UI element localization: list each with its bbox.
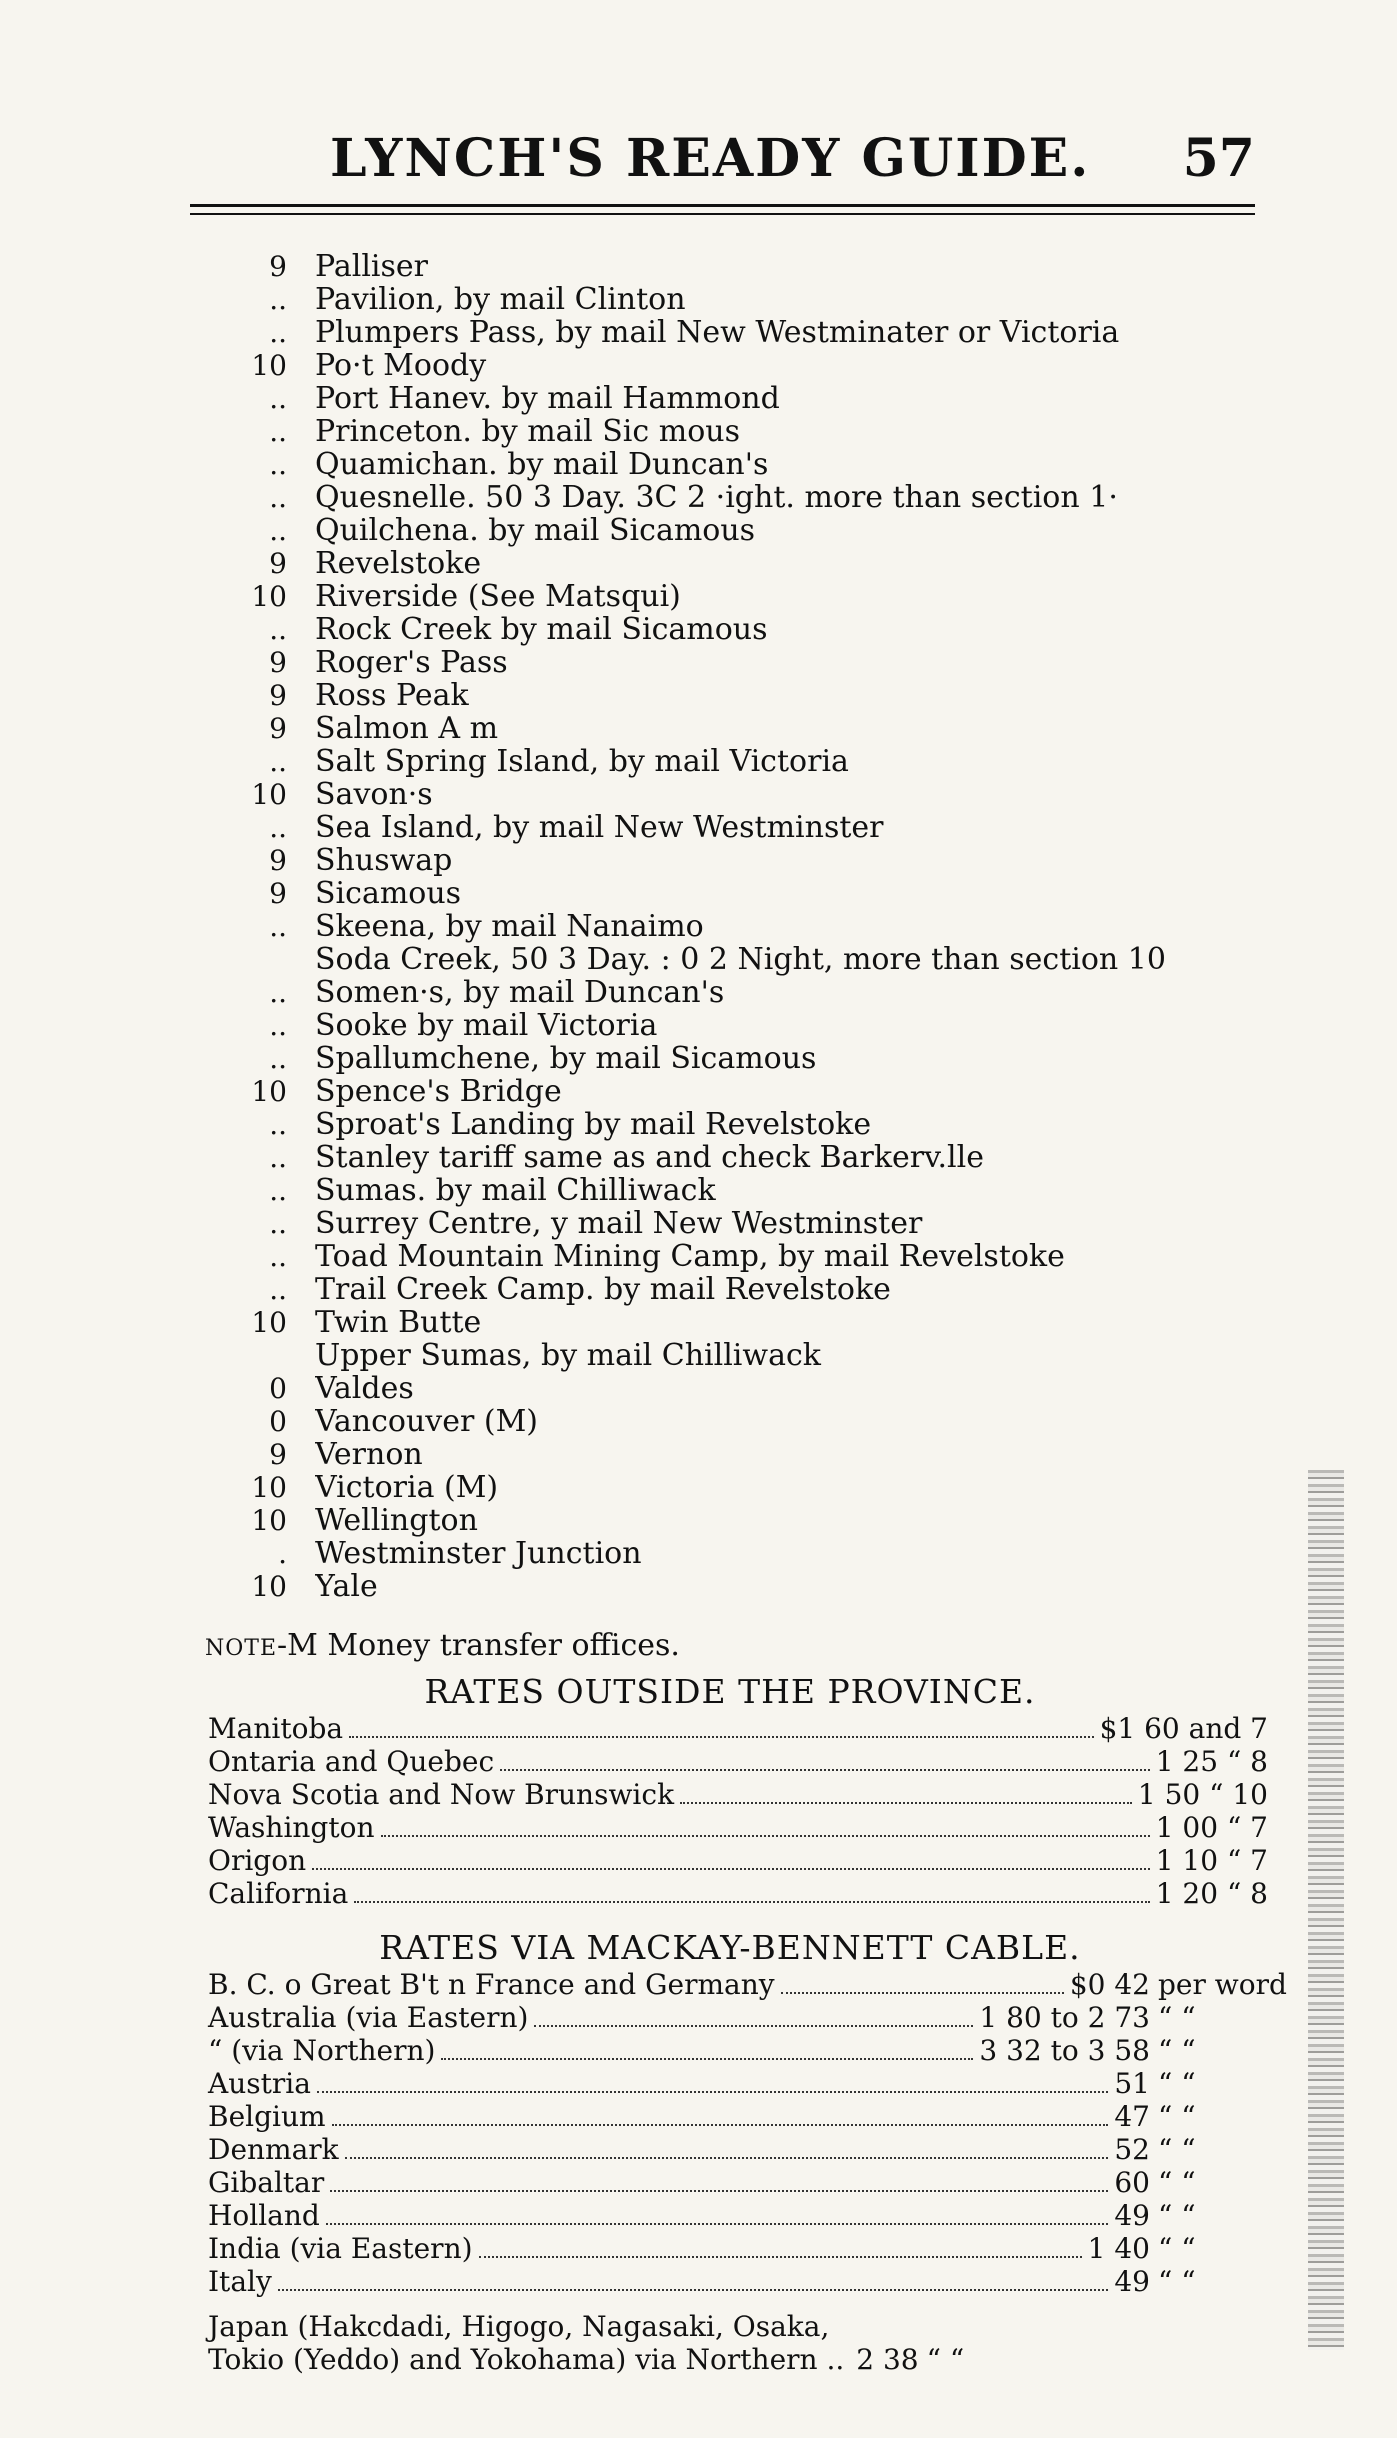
note-text: -M Money transfer offices. [277, 1628, 680, 1663]
cable-row [208, 2310, 1268, 2343]
office-row [200, 943, 1260, 976]
office-row [200, 1438, 1260, 1471]
office-row [200, 778, 1260, 811]
leader-dots [479, 2234, 1082, 2258]
rate-region: Manitoba [208, 1712, 344, 1745]
office-row [200, 1504, 1260, 1537]
cable-value: 49 [1114, 2199, 1150, 2232]
rate-row [208, 1778, 1268, 1811]
office-name: Twin Butte [315, 1306, 482, 1339]
office-rate: .. [269, 1207, 287, 1240]
office-row [200, 1141, 1260, 1174]
office-row [200, 1075, 1260, 1108]
office-rate: 9 [269, 547, 287, 580]
office-name: Sproat's Landing by mail Revelstoke [315, 1108, 872, 1141]
leader-dots [278, 2267, 1109, 2291]
cable-destination: Belgium [208, 2100, 326, 2133]
office-name: Vancouver (M) [315, 1405, 539, 1438]
rate-value: 1 10 “ 7 [1155, 1844, 1268, 1877]
office-name: Sumas. by mail Chilliwack [315, 1174, 716, 1207]
office-rate: .. [269, 613, 287, 646]
cable-value: 49 [1114, 2265, 1150, 2298]
office-rate: .. [269, 745, 287, 778]
office-rate: .. [269, 1108, 287, 1141]
cable-destination: Holland [208, 2199, 320, 2232]
office-rate: . [278, 1537, 287, 1570]
office-name: Pavilion, by mail Clinton [315, 283, 686, 316]
cable-row [208, 2034, 1268, 2067]
rate-region: Origon [208, 1844, 307, 1877]
office-rate: 9 [269, 844, 287, 877]
office-rate: 0 [269, 1372, 287, 1405]
office-list [200, 250, 1260, 1603]
cable-value: 52 [1114, 2133, 1150, 2166]
cable-value: 1 40 [1087, 2232, 1150, 2265]
office-name: Valdes [315, 1372, 414, 1405]
office-row [200, 349, 1260, 382]
office-name: Quilchena. by mail Sicamous [315, 514, 756, 547]
office-row [200, 448, 1260, 481]
office-row [200, 1306, 1260, 1339]
page-number: 57 [1182, 128, 1255, 189]
leader-dots [781, 1970, 1064, 1994]
office-row [200, 580, 1260, 613]
leader-dots [317, 2069, 1108, 2093]
cable-value: $0 42 [1069, 1968, 1150, 2001]
office-row [200, 250, 1260, 283]
rate-region: Ontaria and Quebec [208, 1745, 495, 1778]
office-row [200, 1042, 1260, 1075]
cable-japan-value: 2 38 [856, 2343, 919, 2376]
office-row [200, 976, 1260, 1009]
rate-region: Nova Scotia and Now Brunswick [208, 1778, 675, 1811]
cable-unit: per word [1158, 1968, 1287, 2001]
cable-row [208, 2166, 1268, 2199]
note-label: NOTE [205, 1636, 278, 1661]
header-rule-thin [190, 213, 1255, 215]
leader-dots [330, 2168, 1108, 2192]
office-row [200, 712, 1260, 745]
office-name: Palliser [315, 250, 428, 283]
rate-row [208, 1877, 1268, 1910]
office-rate: 9 [269, 250, 287, 283]
office-row [200, 1339, 1260, 1372]
office-rate: 9 [269, 877, 287, 910]
office-rate: 10 [251, 1075, 287, 1108]
office-name: Revelstoke [315, 547, 482, 580]
office-name: Quamichan. by mail Duncan's [315, 448, 769, 481]
office-rate: .. [269, 811, 287, 844]
office-rate: 9 [269, 712, 287, 745]
leader-dots [534, 2003, 973, 2027]
leader-dots [326, 2201, 1109, 2225]
office-name: Plumpers Pass, by mail New Westminater or Victoria [315, 316, 1120, 349]
cable-unit: “ “ [1158, 2067, 1196, 2100]
office-rate: 10 [251, 778, 287, 811]
cable-destination: B. C. o Great B't n France and Germany [208, 1968, 775, 2001]
office-name: Skeena, by mail Nanaimo [315, 910, 704, 943]
office-row [200, 877, 1260, 910]
cable-value: 3 32 to 3 58 [979, 2034, 1150, 2067]
office-name: Salmon A m [315, 712, 499, 745]
leader-dots [349, 1714, 1093, 1738]
leader-dots [312, 1846, 1150, 1870]
cable-destination: Italy [208, 2265, 272, 2298]
office-row [200, 1240, 1260, 1273]
cable-unit: “ “ [1158, 2034, 1196, 2067]
office-rate: 9 [269, 646, 287, 679]
office-name: Spence's Bridge [315, 1075, 562, 1108]
office-name: Princeton. by mail Sic mous [315, 415, 740, 448]
office-row [200, 1273, 1260, 1306]
office-name: Westminster Junction [315, 1537, 642, 1570]
office-row [200, 1372, 1260, 1405]
cable-rates-heading: RATES VIA MACKAY-BENNETT CABLE. [379, 1928, 1081, 1967]
office-rate: .. [269, 448, 287, 481]
rate-row [208, 1844, 1268, 1877]
office-rate: 10 [251, 580, 287, 613]
office-row [200, 316, 1260, 349]
rate-region: California [208, 1877, 349, 1910]
cable-japan-entry [208, 2310, 1268, 2376]
office-name: Salt Spring Island, by mail Victoria [315, 745, 849, 778]
office-row [200, 811, 1260, 844]
office-rate: .. [269, 1174, 287, 1207]
cable-rates-list [208, 1968, 1287, 2298]
office-name: Stanley tariff same as and check Barkerv.lle [315, 1141, 984, 1174]
office-row [200, 283, 1260, 316]
cable-japan-line1: Japan (Hakcdadi, Higogo, Nagasaki, Osaka, [208, 2310, 830, 2343]
rates-outside-heading: RATES OUTSIDE THE PROVINCE. [424, 1672, 1036, 1711]
cable-row [208, 2067, 1268, 2100]
page-header [190, 128, 1255, 198]
office-row [200, 613, 1260, 646]
cable-value: 47 [1114, 2100, 1150, 2133]
office-name: Trail Creek Camp. by mail Revelstoke [315, 1273, 891, 1306]
office-name: Toad Mountain Mining Camp, by mail Revelstoke [315, 1240, 1065, 1273]
leader-dots [345, 2135, 1109, 2159]
office-rate: .. [269, 283, 287, 316]
office-name: Vernon [315, 1438, 423, 1471]
office-row [200, 646, 1260, 679]
office-name: Somen·s, by mail Duncan's [315, 976, 725, 1009]
cable-unit: “ “ [1158, 2100, 1196, 2133]
page-title: LYNCH'S READY GUIDE. [330, 128, 1091, 189]
office-row [200, 1405, 1260, 1438]
office-rate: .. [269, 1141, 287, 1174]
cable-destination: Gibaltar [208, 2166, 325, 2199]
office-rate: 9 [269, 1438, 287, 1471]
office-rate: 10 [251, 1471, 287, 1504]
office-name: Riverside (See Matsqui) [315, 580, 681, 613]
office-rate: 10 [251, 1504, 287, 1537]
office-name: Surrey Centre, y mail New Westminster [315, 1207, 923, 1240]
office-row [200, 481, 1260, 514]
cable-value: 60 [1114, 2166, 1150, 2199]
office-rate: .. [269, 1273, 287, 1306]
cable-row [208, 2343, 1268, 2376]
leader-dots [332, 2102, 1109, 2126]
office-name: Sooke by mail Victoria [315, 1009, 658, 1042]
office-row [200, 1537, 1260, 1570]
office-rate: .. [269, 382, 287, 415]
rate-row [208, 1745, 1268, 1778]
office-name: Po·t Moody [315, 349, 487, 382]
cable-unit: “ “ [1158, 2001, 1196, 2034]
cable-destination: Australia (via Eastern) [208, 2001, 529, 2034]
office-name: Roger's Pass [315, 646, 508, 679]
office-row [200, 910, 1260, 943]
header-rule-thick [190, 204, 1255, 207]
office-name: Ross Peak [315, 679, 469, 712]
cable-row [208, 2232, 1268, 2265]
office-row [200, 1108, 1260, 1141]
cable-destination: “ (via Northern) [208, 2034, 436, 2067]
office-rate: .. [269, 976, 287, 1009]
office-name: Yale [315, 1570, 378, 1603]
cable-row [208, 2199, 1268, 2232]
office-rate: .. [269, 1042, 287, 1075]
office-row [200, 547, 1260, 580]
note [205, 1628, 680, 1663]
office-name: Wellington [315, 1504, 478, 1537]
cable-unit: “ “ [1158, 2199, 1196, 2232]
office-row [200, 382, 1260, 415]
page-edge-shadow [1308, 1470, 1344, 2350]
office-rate: 0 [269, 1405, 287, 1438]
office-row [200, 844, 1260, 877]
office-name: Sea Island, by mail New Westminster [315, 811, 884, 844]
office-name: Victoria (M) [315, 1471, 499, 1504]
office-name: Shuswap [315, 844, 453, 877]
office-row [200, 415, 1260, 448]
office-name: Savon·s [315, 778, 433, 811]
leader-dots [354, 1879, 1149, 1903]
cable-unit: “ “ [1158, 2133, 1196, 2166]
office-rate: .. [269, 1240, 287, 1273]
rate-value: 1 00 “ 7 [1155, 1811, 1268, 1844]
cable-row [208, 2001, 1268, 2034]
office-name: Spallumchene, by mail Sicamous [315, 1042, 817, 1075]
cable-destination: India (via Eastern) [208, 2232, 473, 2265]
office-rate: .. [269, 514, 287, 547]
office-name: Rock Creek by mail Sicamous [315, 613, 768, 646]
cable-value: 1 80 to 2 73 [979, 2001, 1150, 2034]
rate-value: 1 25 “ 8 [1155, 1745, 1268, 1778]
office-rate: .. [269, 910, 287, 943]
cable-japan-line2: Tokio (Yeddo) and Yokohama) via Northern .. [208, 2343, 845, 2376]
cable-row [208, 2100, 1268, 2133]
cable-row [208, 2133, 1268, 2166]
office-row [200, 1570, 1260, 1603]
office-row [200, 679, 1260, 712]
office-rate: .. [269, 316, 287, 349]
office-name: Quesnelle. 50 3 Day. 3C 2 ·ight. more than section 1· [315, 481, 1118, 514]
office-row [200, 514, 1260, 547]
cable-japan-unit: “ “ [926, 2343, 965, 2376]
office-name: Port Hanev. by mail Hammond [315, 382, 780, 415]
office-rate: .. [269, 1009, 287, 1042]
rate-region: Washington [208, 1811, 375, 1844]
cable-unit: “ “ [1158, 2232, 1196, 2265]
office-row [200, 1174, 1260, 1207]
cable-row [208, 2265, 1268, 2298]
rates-outside-list [208, 1712, 1268, 1910]
cable-value: 51 [1114, 2067, 1150, 2100]
office-name: Sicamous [315, 877, 462, 910]
rate-row [208, 1811, 1268, 1844]
rate-value: 1 20 “ 8 [1155, 1877, 1268, 1910]
leader-dots [680, 1780, 1132, 1804]
rate-value: 1 50 “ 10 [1137, 1778, 1268, 1811]
office-row [200, 1207, 1260, 1240]
office-rate: 9 [269, 679, 287, 712]
office-rate: .. [269, 415, 287, 448]
office-row [200, 745, 1260, 778]
office-name: Upper Sumas, by mail Chilliwack [315, 1339, 821, 1372]
cable-destination: Denmark [208, 2133, 339, 2166]
leader-dots [441, 2036, 973, 2060]
office-row [200, 1009, 1260, 1042]
rate-value: $1 60 and 7 [1099, 1712, 1268, 1745]
cable-unit: “ “ [1158, 2166, 1196, 2199]
office-rate: 10 [251, 349, 287, 382]
office-rate: 10 [251, 1570, 287, 1603]
cable-row [208, 1968, 1287, 2001]
office-rate: .. [269, 481, 287, 514]
rate-row [208, 1712, 1268, 1745]
cable-destination: Austria [208, 2067, 311, 2100]
office-name: Soda Creek, 50 3 Day. : 0 2 Night, more than section 10 [315, 943, 1166, 976]
leader-dots [500, 1747, 1150, 1771]
cable-unit: “ “ [1158, 2265, 1196, 2298]
office-row [200, 1471, 1260, 1504]
leader-dots [381, 1813, 1150, 1837]
office-rate: 10 [251, 1306, 287, 1339]
